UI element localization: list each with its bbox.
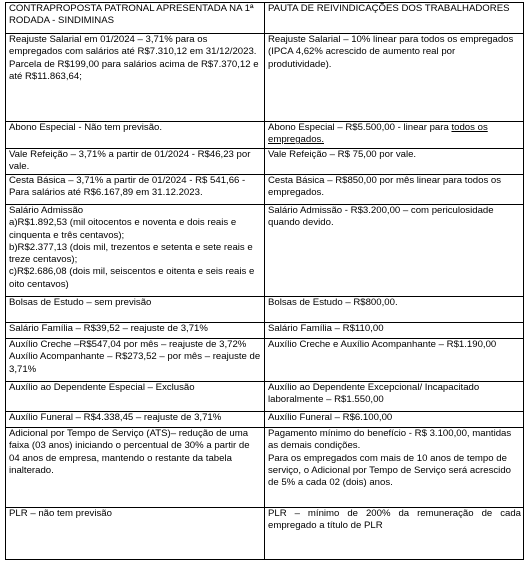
cell-employer-abono	[6, 122, 265, 149]
table-row-auxilio-creche	[6, 339, 524, 382]
cell-workers-dependente-especial	[265, 382, 524, 412]
cell-employer-auxilio-creche	[6, 339, 265, 382]
cell-employer-dependente-especial	[6, 382, 265, 412]
workers-plr-text: PLR – mínimo de 200% da remuneração de cada empregado a título de PLR	[268, 508, 521, 532]
cell-employer-bolsas-estudo	[6, 297, 265, 323]
header-workers-label: PAUTA DE REIVINDICAÇÕES DOS TRABALHADORES	[268, 3, 510, 14]
cell-employer-plr	[6, 508, 265, 560]
cell-workers-cesta-basica	[265, 175, 524, 205]
cell-employer-auxilio-funeral	[6, 412, 265, 428]
workers-familia-text: Salário Família – R$110,00	[268, 323, 384, 334]
workers-ats-extra: Para os empregados com mais de 10 anos de tempo de serviço, o Adicional por Tempo de Serviço será acrescido de 5% a cada 02 (dois) anos.	[268, 452, 511, 489]
cell-employer-cesta-basica	[6, 175, 265, 205]
workers-dependente-text: Auxílio ao Dependente Excepcional/ Incapacitado laboralmente – R$1.550,00	[268, 382, 480, 406]
workers-abono-underlined: todos os empregados.	[268, 122, 488, 146]
employer-familia-text: Salário Família – R$39,52 – reajuste de 3,71%	[9, 323, 208, 334]
employer-abono-text: Abono Especial - Não tem previsão.	[9, 122, 163, 133]
table-header-row	[6, 3, 524, 34]
table-row-salario-familia	[6, 323, 524, 339]
cell-workers-vale-refeicao	[265, 149, 524, 175]
employer-cesta-basica-text: Cesta Básica – 3,71% a partir de 01/2024 - R$ 541,66 - Para salários até R$6.167,89 em 31.12.2023.	[9, 175, 246, 199]
negotiation-table	[5, 2, 524, 560]
employer-ats-text: Adicional por Tempo de Serviço (ATS)– redução de uma faixa (03 anos) iniciando o percentual de 30% a partir de 04 anos de empresa, mantendo o restante da tabela inalterado.	[9, 428, 250, 476]
cell-workers-auxilio-funeral	[265, 412, 524, 428]
employer-vale-refeicao-text: Vale Refeição – 3,71% a partir de 01/2024 - R$46,23 por vale.	[9, 149, 251, 173]
cell-workers-bolsas-estudo	[265, 297, 524, 323]
table-row-cesta-basica	[6, 175, 524, 205]
employer-acompanhante-text: Auxílio Acompanhante – R$273,52 – por mês – reajuste de 3,71%	[9, 351, 261, 375]
workers-creche-text: Auxílio Creche e Auxílio Acompanhante – R$1.190,00	[268, 339, 497, 350]
table-row-ats	[6, 428, 524, 508]
cell-workers-plr	[265, 508, 524, 560]
cell-workers-reajuste	[265, 34, 524, 122]
workers-cesta-basica-text: Cesta Básica – R$850,00 por mês linear para todos os empregados.	[268, 175, 502, 199]
cell-workers-auxilio-creche	[265, 339, 524, 382]
employer-reajuste-parcela: Parcela de R$199,00 para salários acima de R$7.370,12 e até R$11.863,64;	[9, 58, 259, 82]
header-employer-label: CONTRAPROPOSTA PATRONAL APRESENTADA NA 1ª RODADA - SINDIMINAS	[9, 3, 254, 27]
employer-creche-text: Auxílio Creche –R$547,04 por mês – reajuste de 3,72%	[9, 339, 247, 350]
table-row-salario-admissao	[6, 205, 524, 297]
cell-workers-abono	[265, 122, 524, 149]
cell-employer-vale-refeicao	[6, 149, 265, 175]
workers-funeral-text: Auxílio Funeral – R$6.100,00	[268, 412, 393, 423]
employer-admissao-title: Salário Admissão	[9, 205, 84, 216]
table-row-reajuste	[6, 34, 524, 122]
table-row-auxilio-funeral	[6, 412, 524, 428]
table-row-dependente-especial	[6, 382, 524, 412]
employer-dependente-text: Auxílio ao Dependente Especial – Exclusão	[9, 382, 195, 393]
cell-workers-salario-admissao	[265, 205, 524, 297]
cell-workers-ats	[265, 428, 524, 508]
cell-workers-salario-familia	[265, 323, 524, 339]
table-row-plr	[6, 508, 524, 560]
cell-employer-salario-familia	[6, 323, 265, 339]
workers-abono-text: Abono Especial – R$5.500,00 - linear para	[268, 122, 452, 133]
cell-employer-reajuste	[6, 34, 265, 122]
workers-reajuste-text: Reajuste Salarial – 10% linear para todos os empregados (IPCA 4,62% acrescido de aumento real por produtividade).	[268, 34, 514, 70]
table-row-vale-refeicao	[6, 149, 524, 175]
employer-reajuste-text: Reajuste Salarial em 01/2024 – 3,71% para os empregados com salários até R$7.310,12 em 31/12/2023.	[9, 34, 257, 58]
employer-admissao-c: c)R$2.686,08 (dois mil, seiscentos e oitenta e seis reais e oito centavos)	[9, 266, 255, 290]
employer-admissao-a: a)R$1.892,53 (mil oitocentos e noventa e dois reais e cinquenta e três centavos);	[9, 217, 237, 241]
workers-admissao-text: Salário Admissão - R$3.200,00 – com periculosidade quando devido.	[268, 205, 494, 229]
workers-bolsas-text: Bolsas de Estudo – R$800,00.	[268, 297, 398, 308]
workers-ats-minimum: Pagamento mínimo do benefício - R$ 3.100,00, mantidas as demais condições.	[268, 428, 512, 452]
employer-plr-text: PLR – não tem previsão	[9, 508, 112, 519]
cell-employer-ats	[6, 428, 265, 508]
cell-employer-salario-admissao	[6, 205, 265, 297]
table-row-abono	[6, 122, 524, 149]
employer-admissao-b: b)R$2.377,13 (dois mil, trezentos e setenta e sete reais e treze centavos);	[9, 241, 253, 266]
workers-vale-refeicao-text: Vale Refeição – R$ 75,00 por vale.	[268, 149, 417, 160]
header-cell-workers	[265, 3, 524, 34]
employer-bolsas-text: Bolsas de Estudo – sem previsão	[9, 297, 152, 308]
table-row-bolsas-estudo	[6, 297, 524, 323]
employer-funeral-text: Auxílio Funeral – R$4.338,45 – reajuste de 3,71%	[9, 412, 222, 423]
header-cell-employer	[6, 3, 265, 34]
